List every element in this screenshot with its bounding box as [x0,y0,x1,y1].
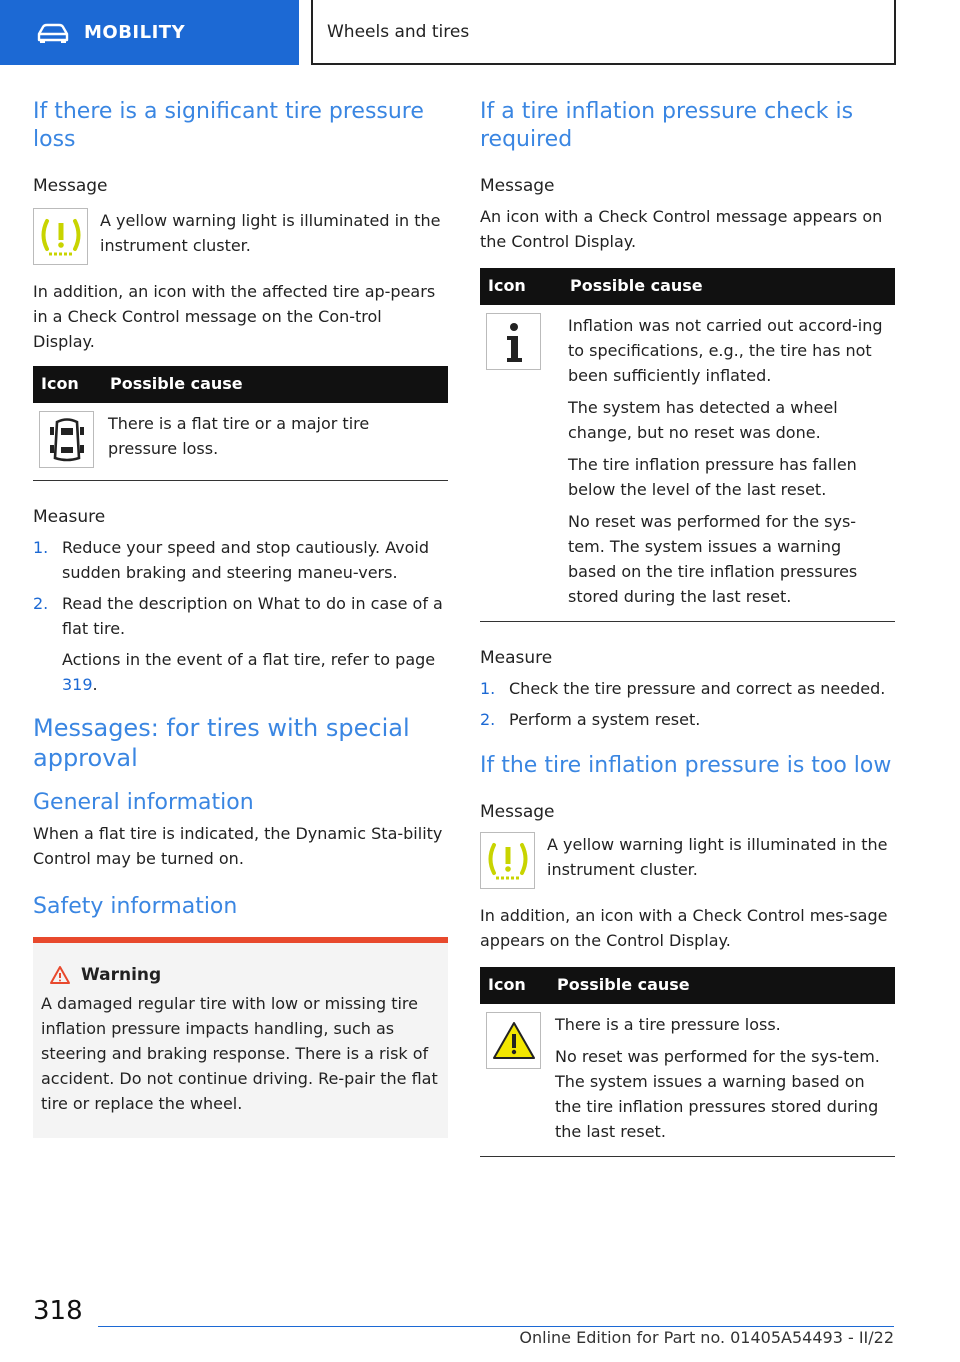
left-column [33,98,448,1138]
step-text: Perform a system reset. [509,710,701,729]
measure-list-left [33,535,448,697]
measure-label: Measure [33,507,106,527]
section-title: Wheels and tires [327,21,470,42]
tire-pressure-warning-icon [33,208,88,265]
warning-light-row [480,832,895,889]
warning-light-row [33,208,448,265]
warning-box [33,937,448,1138]
message-label: Message [480,802,555,822]
right-cause-3: The tire inflation pressure has fallen below the level of the last reset. [568,455,857,499]
addition-text: In addition, an icon with the affected tire ap-pears in a Check Control message on the Con-trol Display. [33,282,436,351]
col-cause-header: Possible cause [549,967,895,1004]
step-text: Reduce your speed and stop cautiously. Avoid sudden braking and steering maneu-vers. [62,538,429,582]
warning-triangle-icon [486,1012,541,1069]
section-header [311,0,896,65]
message-label: Message [480,176,555,196]
info-icon [486,313,541,370]
heading-general-information: General information [33,790,254,815]
addition-text: In addition, an icon with a Check Control mes-sage appears on the Control Display. [480,906,888,950]
warning-triangle-icon [49,965,71,985]
flat-tire-car-icon [39,411,94,468]
right2-cause-2: No reset was performed for the sys-tem. The system issues a warning based on the tire inflation pressures stored during the last reset. [555,1047,880,1141]
right-cause-4: No reset was performed for the sys-tem. The system issues a warning based on the tire inflation pressures stored during the last reset. [568,512,858,606]
list-item [33,535,448,585]
right-column [480,98,895,1157]
left-cause-1: There is a flat tire or a major tire pressure loss. [108,414,370,458]
col-icon-header: Icon [33,366,102,403]
message-label: Message [33,176,108,196]
step-number: 2. [480,710,496,729]
message-text: An icon with a Check Control message appears on the Control Display. [480,207,883,251]
right-cause-1: Inflation was not carried out accord-ing to specifications, e.g., the tire has not been sufficiently inflated. [568,316,883,385]
edition-text: Online Edition for Part no. 01405A54493 - II/22 [519,1328,894,1347]
step-reference [62,647,448,697]
step-text: Check the tire pressure and correct as needed. [509,679,886,698]
car-icon [36,22,70,44]
heading-pressure-too-low: If the tire inflation pressure is too low [480,753,892,778]
heading-check-required: If a tire inflation pressure check is required [480,99,854,152]
warning-header [41,965,440,985]
chapter-tab [0,0,299,65]
chapter-label: MOBILITY [84,22,186,43]
heading-special-approval: Messages: for tires with special approval [33,714,410,772]
col-cause-header: Possible cause [102,366,448,403]
warning-text: A damaged regular tire with low or missing tire inflation pressure impacts handling, such as steering and braking response. There is a risk of accident. Do not continue driving. Re-pair the flat tire or replace the wheel. [41,994,438,1113]
heading-significant-loss: If there is a significant tire pressure loss [33,99,424,152]
warning-title: Warning [81,965,162,985]
step-number: 1. [480,679,496,698]
col-icon-header: Icon [480,967,549,1004]
list-item [33,591,448,697]
measure-label: Measure [480,648,553,668]
reference-end: . [92,675,98,694]
col-icon-header: Icon [480,268,562,305]
step-number: 1. [33,538,49,557]
heading-safety-information: Safety information [33,894,238,919]
general-text: When a flat tire is indicated, the Dynamic Sta-bility Control may be turned on. [33,824,443,868]
step-number: 2. [33,594,49,613]
cause-table-right-1 [480,268,895,622]
right2-cause-1: There is a tire pressure loss. [555,1015,781,1034]
list-item [480,707,895,732]
cause-table-right-2 [480,967,895,1157]
step-text: Read the description on What to do in case of a flat tire. [62,594,443,638]
page-link[interactable]: 319 [62,675,93,694]
page-number: 318 [33,1296,83,1326]
warning-light-text: A yellow warning light is illuminated in the instrument cluster. [100,211,441,255]
measure-list-right [480,676,895,732]
col-cause-header: Possible cause [562,268,895,305]
warning-light-text: A yellow warning light is illuminated in the instrument cluster. [547,835,888,879]
footer-divider [98,1326,894,1327]
cause-table-left [33,366,448,481]
list-item [480,676,895,701]
tire-pressure-warning-icon [480,832,535,889]
reference-text: Actions in the event of a flat tire, refer to page [62,650,436,669]
right-cause-2: The system has detected a wheel change, but no reset was done. [568,398,838,442]
